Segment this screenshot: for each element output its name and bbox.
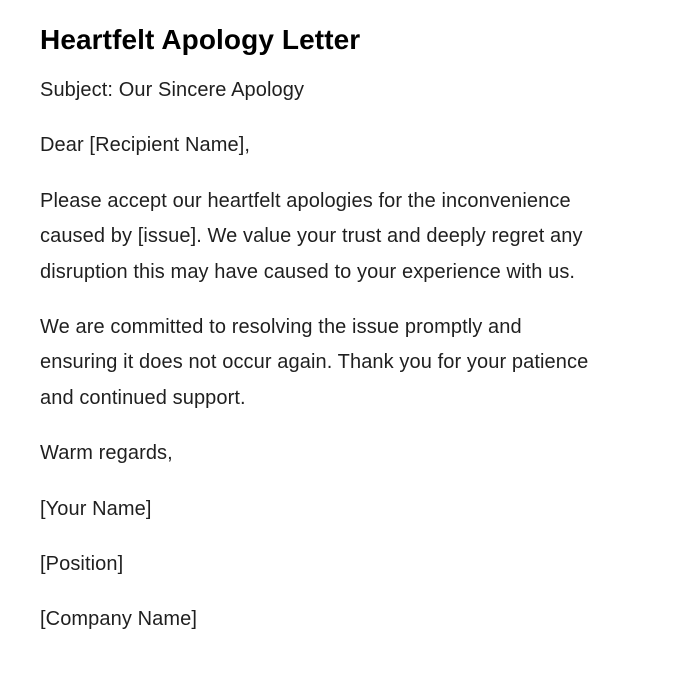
body-paragraph-1 bbox=[40, 184, 662, 290]
paragraph-line: We are committed to resolving the issue promptly and bbox=[40, 316, 522, 339]
signature-position: [Position] bbox=[40, 553, 124, 576]
signature-your-name: [Your Name] bbox=[40, 497, 152, 520]
body-paragraph-2 bbox=[40, 310, 662, 416]
page-title: Heartfelt Apology Letter bbox=[40, 24, 361, 55]
signature-company-name: [Company Name] bbox=[40, 608, 198, 631]
paragraph-line: disruption this may have caused to your experience with us. bbox=[40, 260, 576, 283]
paragraph-line: caused by [issue]. We value your trust and deeply regret any bbox=[40, 225, 583, 248]
paragraph-line: and continued support. bbox=[40, 386, 246, 409]
greeting-line: Dear [Recipient Name], bbox=[40, 134, 251, 157]
subject-line: Subject: Our Sincere Apology bbox=[40, 79, 305, 101]
paragraph-line: ensuring it does not occur again. Thank you for your patience bbox=[40, 351, 589, 374]
paragraph-line: Please accept our heartfelt apologies for the inconvenience bbox=[40, 189, 571, 212]
closing-line: Warm regards, bbox=[40, 442, 173, 465]
